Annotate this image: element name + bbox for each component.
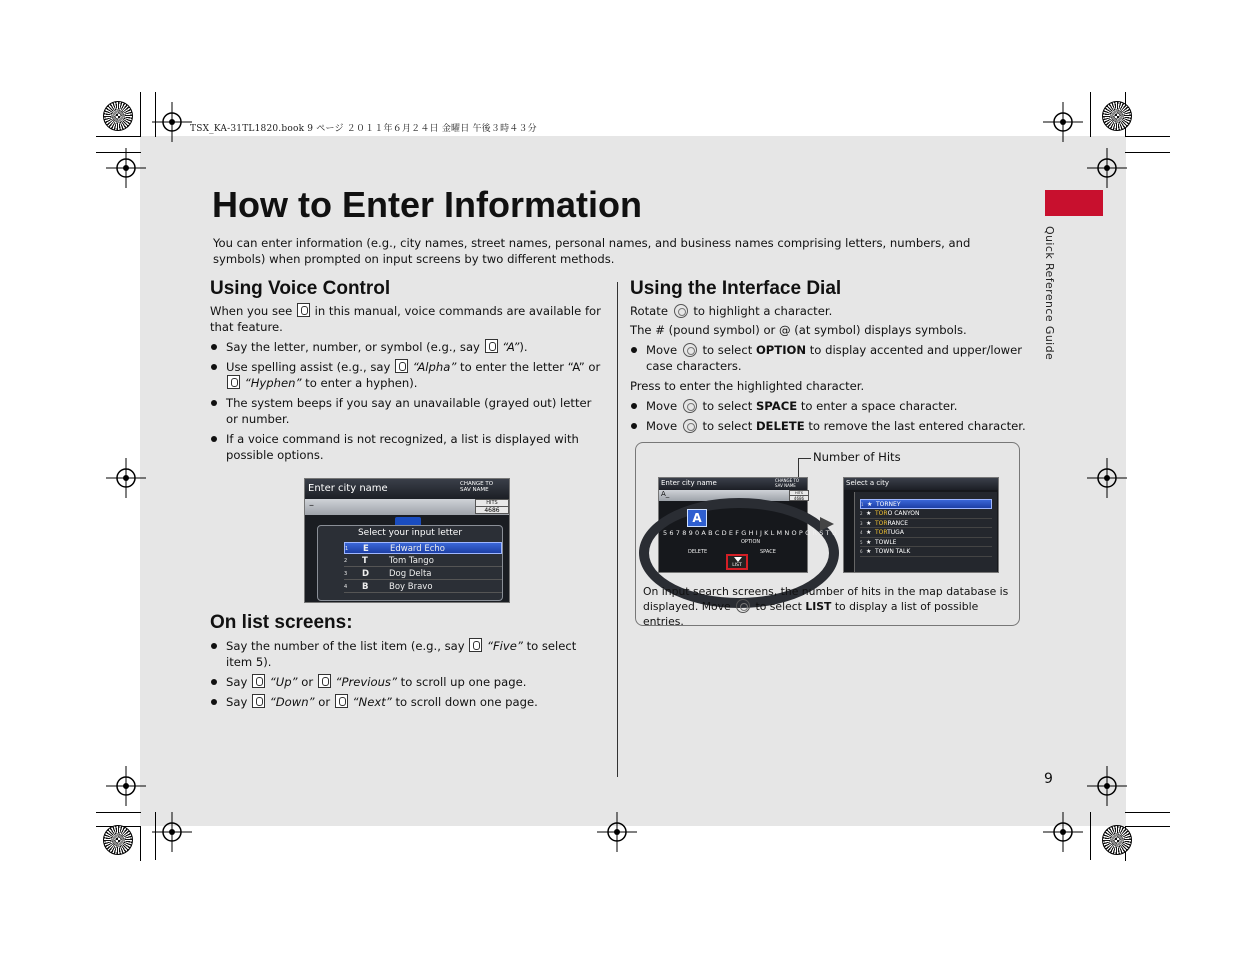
row-number: 1	[861, 502, 864, 507]
select-input-letter-screen	[304, 478, 510, 603]
row-name	[875, 538, 896, 548]
key-label: OPTION	[755, 343, 807, 357]
hits-box	[789, 490, 809, 501]
matched-text: TOR	[875, 519, 888, 527]
text: in this manual, voice commands are available for that feature.	[210, 304, 601, 334]
text: to select item 5).	[226, 639, 577, 669]
text: to highlight a character.	[693, 304, 833, 318]
list-label: LIST	[732, 563, 742, 568]
hits-label: HITS	[790, 491, 808, 496]
screen-header	[844, 478, 998, 490]
list-item: The system beeps if you say an unavailable (grayed out) letter or number.	[210, 395, 605, 427]
delete-label: DELETE	[688, 549, 708, 555]
matched-text: TOR	[875, 529, 888, 536]
starburst-mark-icon	[1102, 101, 1132, 131]
crop-mark	[1090, 92, 1091, 137]
voice-command-icon	[297, 303, 310, 317]
text: or	[301, 675, 314, 689]
star-icon: ★	[866, 510, 872, 517]
space-label: SPACE	[760, 549, 776, 555]
dial-heading: Using the Interface Dial	[630, 278, 842, 299]
crop-mark	[1125, 152, 1170, 153]
row-number: 4	[344, 584, 348, 590]
text: When you see	[210, 304, 293, 318]
row-name: Tom Tango	[389, 556, 434, 566]
crop-mark	[1125, 826, 1170, 827]
list-item	[630, 398, 1030, 414]
dial-move-up-icon	[683, 343, 697, 357]
screen-header	[659, 478, 807, 490]
hits-value: 4686	[793, 496, 805, 501]
dial-move-down-icon	[736, 599, 750, 613]
registration-mark-icon	[1043, 812, 1083, 852]
text: O CANYON	[887, 510, 920, 517]
registration-mark-icon	[1043, 102, 1083, 142]
voice-heading: Using Voice Control	[210, 278, 391, 299]
text: to select	[702, 419, 753, 433]
row-number: 2	[860, 511, 863, 516]
row-name: Dog Delta	[389, 569, 432, 579]
row-number: 3	[860, 520, 863, 526]
row-number: 6	[860, 549, 863, 554]
dial-symbols-text: The # (pound symbol) or @ (at symbol) displays symbols.	[630, 323, 967, 337]
voice-command-icon	[252, 694, 265, 708]
text: SAV NAME	[775, 482, 796, 488]
voice-phrase: “Up”	[269, 675, 298, 689]
screen-title: Select a city	[846, 479, 890, 487]
input-value: –	[309, 500, 314, 511]
text: to enter a space character.	[800, 399, 958, 413]
dial-bullets-1	[630, 342, 1030, 374]
interface-dial-section	[630, 278, 1030, 438]
letter-list-panel	[317, 525, 503, 601]
row-number: 5	[860, 539, 863, 545]
key-label: DELETE	[755, 419, 805, 433]
column-divider	[617, 282, 618, 777]
list-item	[630, 342, 1030, 374]
voice-command-icon	[227, 375, 240, 389]
row-number: 1	[345, 546, 349, 552]
panel-title: Select your input letter	[357, 528, 463, 538]
hits-caption	[643, 584, 1015, 629]
table-row	[344, 542, 502, 554]
dial-rotate-icon	[674, 304, 688, 318]
row-name	[875, 547, 910, 557]
dial-move-left-icon	[683, 419, 697, 433]
crop-mark	[1125, 812, 1170, 813]
row-name	[875, 528, 904, 538]
section-tab	[1045, 190, 1103, 216]
row-number: 3	[344, 571, 348, 577]
list-item	[210, 339, 605, 355]
row-number: 2	[344, 558, 348, 564]
select-city-screen	[843, 477, 999, 573]
key-label: SPACE	[755, 399, 798, 413]
text: RANCE	[887, 519, 909, 527]
text: CHANGE TO	[460, 481, 494, 487]
screen-title: Enter city name	[308, 483, 388, 494]
table-row	[860, 528, 992, 538]
list-item	[210, 694, 605, 710]
crop-mark	[1090, 812, 1091, 860]
list-item	[210, 674, 605, 690]
text: On input search screens, the number of hits in the map database is displayed. Move	[643, 585, 1009, 613]
key-label: LIST	[805, 600, 832, 613]
text: TOWLE	[875, 538, 897, 546]
text: to enter the letter “A” or	[460, 360, 601, 374]
list-item: If a voice command is not recognized, a list is displayed with possible options.	[210, 431, 605, 463]
table-row	[860, 538, 992, 548]
star-icon: ★	[866, 529, 872, 536]
list-heading: On list screens:	[210, 612, 353, 633]
starburst-mark-icon	[103, 101, 133, 131]
list-item	[210, 359, 605, 391]
list-screens-section	[210, 612, 605, 714]
registration-mark-icon	[152, 102, 192, 142]
row-name	[875, 519, 908, 529]
text: to display a list of possible entries.	[643, 600, 979, 628]
text: to select	[702, 399, 753, 413]
screen-header	[305, 479, 509, 499]
voice-phrase: “Next”	[352, 695, 392, 709]
crop-mark	[96, 136, 141, 137]
voice-phrase: “Down”	[269, 695, 315, 709]
list-item	[630, 418, 1030, 434]
row-name	[875, 509, 920, 519]
table-row	[344, 568, 502, 580]
registration-mark-icon	[152, 812, 192, 852]
text: Rotate	[630, 304, 668, 318]
table-row	[860, 547, 992, 557]
table-row	[860, 509, 992, 519]
text: SAV NAME	[460, 487, 489, 493]
voice-phrase: “Five”	[486, 639, 523, 653]
highlighted-letter: A	[687, 509, 707, 527]
voice-control-section	[210, 278, 605, 467]
file-stamp: TSX_KA-31TL1820.book 9 ページ ２０１１年６月２４日 金曜日 午後３時４３分	[190, 124, 537, 134]
list-bullets	[210, 638, 605, 710]
text: to select	[755, 600, 802, 613]
crop-mark	[1125, 136, 1170, 137]
star-icon: ★	[866, 519, 872, 527]
text: or	[318, 695, 331, 709]
voice-intro	[210, 303, 605, 335]
character-wheel: 5 6 7 8 9 0 A B C D E F G H I J K L M N O P Q R S T U	[663, 529, 837, 537]
starburst-mark-icon	[1102, 825, 1132, 855]
option-label: OPTION	[741, 539, 761, 545]
text: to display accented and upper/lower case characters.	[646, 343, 1023, 373]
change-to-label	[460, 481, 493, 493]
input-value: A_	[661, 490, 670, 498]
registration-mark-icon	[1087, 148, 1127, 188]
hits-info-box	[635, 442, 1020, 626]
row-letter: B	[362, 582, 369, 592]
registration-mark-icon	[106, 148, 146, 188]
registration-mark-icon	[597, 812, 637, 852]
voice-phrase: “Previous”	[335, 675, 397, 689]
row-number: 4	[860, 530, 863, 535]
text: Say	[226, 695, 248, 709]
matched-text: TOR	[875, 510, 888, 517]
text: to remove the last entered character.	[808, 419, 1026, 433]
text: Move	[646, 419, 678, 433]
star-icon: ★	[867, 501, 873, 508]
hits-label: HITS	[476, 500, 508, 507]
table-row	[344, 555, 502, 567]
star-icon: ★	[866, 548, 872, 555]
input-field	[305, 499, 509, 515]
voice-phrase: “Alpha”	[412, 360, 457, 374]
voice-command-icon	[252, 674, 265, 688]
text: Use spelling assist (e.g., say	[226, 360, 391, 374]
row-name: Boy Bravo	[389, 582, 433, 592]
list-item	[210, 638, 605, 670]
intro-text: You can enter information (e.g., city names, street names, personal names, and business names comprising letters, numbers, and symbols) when prompted on input screens by two different methods.	[213, 236, 971, 266]
dial-rotate-text	[630, 303, 1030, 319]
voice-command-icon	[335, 694, 348, 708]
text: ).	[519, 340, 528, 354]
voice-phrase: “Hyphen”	[244, 376, 302, 390]
text: to select	[702, 343, 753, 357]
registration-mark-icon	[106, 766, 146, 806]
text: Move	[646, 399, 678, 413]
text: Move	[646, 343, 678, 357]
page-number: 9	[1044, 771, 1053, 787]
crop-mark	[96, 812, 141, 813]
side-label: Quick Reference Guide	[1043, 226, 1056, 361]
registration-mark-icon	[1087, 458, 1127, 498]
table-row	[344, 581, 502, 593]
voice-command-icon	[318, 674, 331, 688]
crop-mark	[140, 92, 141, 137]
text: Say the number of the list item (e.g., say	[226, 639, 465, 653]
dial-move-right-icon	[683, 399, 697, 413]
starburst-mark-icon	[103, 825, 133, 855]
page-title: How to Enter Information	[212, 184, 642, 225]
registration-mark-icon	[1087, 766, 1127, 806]
text: to scroll down one page.	[395, 695, 538, 709]
text: TORNEY	[876, 501, 901, 508]
voice-phrase: “A”	[502, 340, 520, 354]
dial-press-text: Press to enter the highlighted character.	[630, 379, 865, 393]
callout-line	[798, 458, 811, 459]
row-letter: T	[362, 556, 368, 566]
voice-command-icon	[469, 638, 482, 652]
dial-bullets-2	[630, 398, 1030, 434]
enter-city-screen	[658, 477, 837, 573]
star-icon: ★	[866, 538, 872, 546]
text: TUGA	[887, 529, 904, 536]
registration-mark-icon	[106, 458, 146, 498]
voice-bullets	[210, 339, 605, 463]
change-to-label	[775, 479, 799, 488]
table-row	[860, 519, 992, 529]
voice-command-icon	[395, 359, 408, 373]
list-button	[726, 554, 748, 570]
hits-callout: Number of Hits	[813, 450, 901, 464]
hits-box	[475, 499, 509, 514]
text: CHANGE TO	[775, 478, 800, 483]
crop-mark	[140, 826, 141, 861]
text: Say the letter, number, or symbol (e.g., say	[226, 340, 480, 354]
row-name: Edward Echo	[390, 544, 446, 554]
arrow-right-icon	[820, 517, 834, 531]
text: TOWN TALK	[875, 548, 911, 555]
screen-title: Enter city name	[661, 479, 717, 487]
table-row	[860, 499, 992, 509]
text: to enter a hyphen).	[305, 376, 418, 390]
text: Say	[226, 675, 248, 689]
text: to scroll up one page.	[400, 675, 527, 689]
voice-command-icon	[485, 339, 498, 353]
row-letter: D	[362, 569, 370, 579]
row-letter: E	[363, 544, 369, 554]
hits-value: 4686	[484, 507, 500, 514]
